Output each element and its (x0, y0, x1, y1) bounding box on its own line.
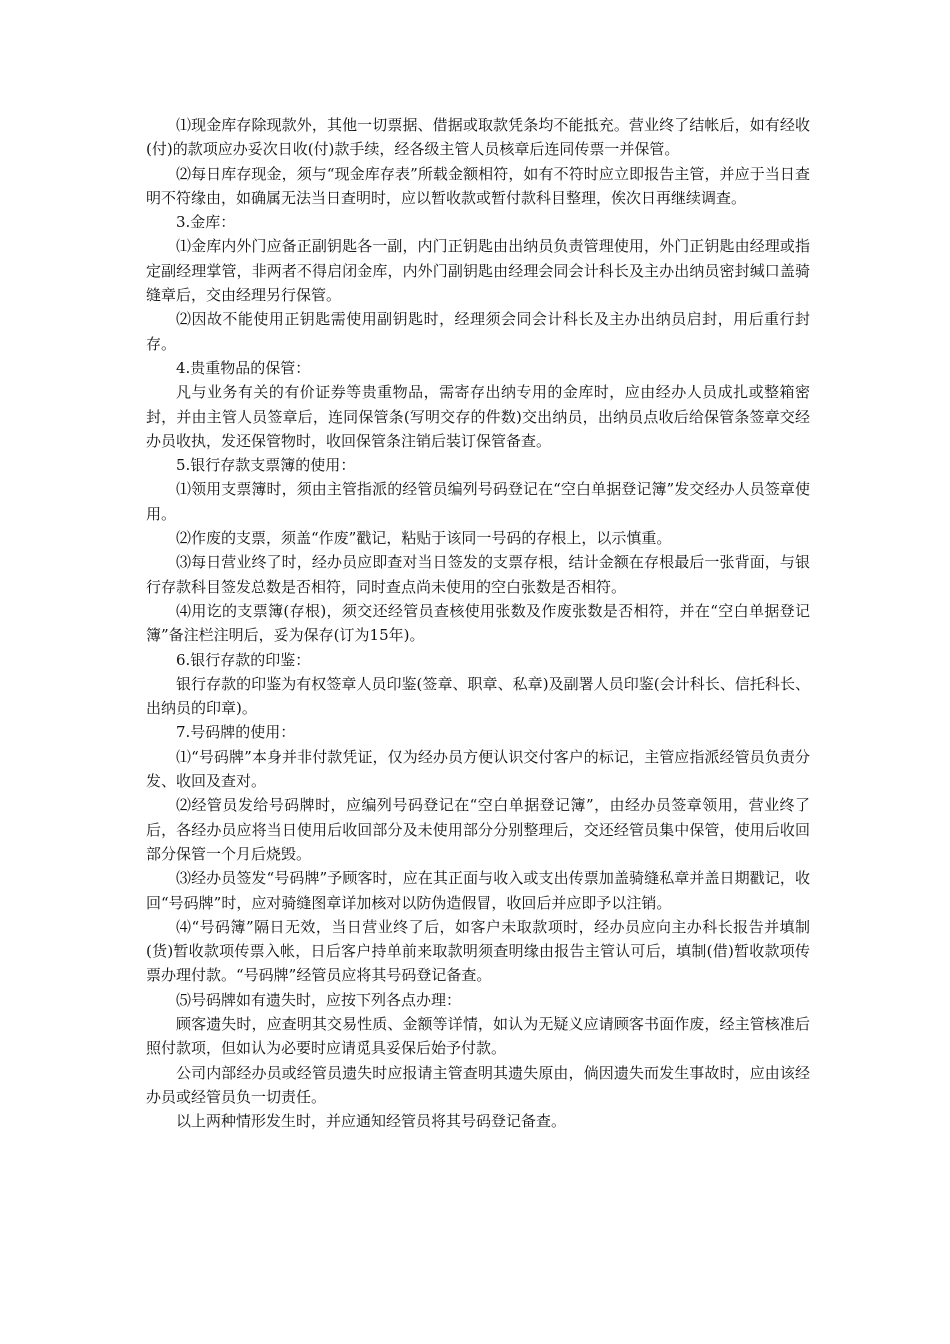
section-heading-vault: 3.金库： (176, 213, 236, 232)
section-heading-valuables: 4.贵重物品的保管： (176, 358, 311, 377)
paragraph-checkbook-1: ⑴领用支票簿时，须由主管指派的经管员编列号码登记在“空白单据登记簿”发交经办人员签章使用。 (146, 480, 810, 523)
section-heading-number-tags: 7.号码牌的使用： (176, 723, 296, 742)
paragraph-cash-vault-2: ⑵每日库存现金，须与“现金库存表”所载金额相符，如有不符时应立即报告主管，并应于当日查明不符缘由，如确属无法当日查明时，应以暂收款或暂付款科目整理，俟次日再继续调查。 (146, 164, 810, 207)
document-body (146, 113, 810, 1133)
paragraph-checkbook-4: ⑷用讫的支票簿(存根)，须交还经管员查核使用张数及作废张数是否相符，并在“空白单据登记簿”备注栏注明后，妥为保存(订为15年)。 (146, 601, 810, 645)
section-heading-checkbook: 5.银行存款支票簿的使用： (176, 456, 356, 475)
paragraph-cash-vault-1: ⑴现金库存除现款外，其他一切票据、借据或取款凭条均不能抵充。营业终了结帐后，如有经收(付)的款项应办妥次日收(付)款手续，经各级主管人员核章后连同传票一并保管。 (146, 116, 810, 159)
paragraph-number-tags-5: ⑸号码牌如有遗失时，应按下列各点办理： (176, 990, 462, 1009)
paragraph-number-tags-3: ⑶经办员签发“号码牌”予顾客时，应在其正面与收入或支出传票加盖骑缝私章并盖日期戳记，收回“号码牌”时，应对骑缝图章详加核对以防伪造假冒，收回后并应即予以注销。 (146, 869, 810, 912)
paragraph-closing-note: 以上两种情形发生时，并应通知经管员将其号码登记备查。 (176, 1112, 567, 1131)
paragraph-number-tags-2: ⑵经管员发给号码牌时，应编列号码登记在“空白单据登记簿”，由经办员签章领用，营业终了后，各经办员应将当日使用后收回部分及未使用部分分别整理后，交还经管员集中保管，使用后收回部分保管一个月后烧毁。 (146, 796, 810, 863)
paragraph-vault-2: ⑵因故不能使用正钥匙需使用副钥匙时，经理须会同会计科长及主办出纳员启封，用后重行封存。 (146, 310, 810, 353)
paragraph-number-tags-4: ⑷“号码簿”隔日无效，当日营业终了后，如客户未取款项时，经办员应向主办科长报告并填制(货)暂收款项传票入帐，日后客户持单前来取款明须查明缘由报告主管认可后，填制(借)暂收款项传票办理付款。“号码牌”经管员应将其号码登记备查。 (146, 917, 810, 985)
paragraph-valuables: 凡与业务有关的有价证券等贵重物品，需寄存出纳专用的金库时，应由经办人员成扎或整箱密封，并由主管人员签章后，连同保管条(写明交存的件数)交出纳员，出纳员点收后给保管条签章交经办员收执，发还保管物时，收回保管条注销后装订保管备查。 (146, 383, 810, 450)
paragraph-lost-by-staff: 公司内部经办员或经管员遗失时应报请主管查明其遗失原由，倘因遗失而发生事故时，应由该经办员或经管员负一切责任。 (146, 1063, 810, 1106)
paragraph-lost-by-customer: 顾客遗失时，应查明其交易性质、金额等详情，如认为无疑义应请顾客书面作废，经主管核准后照付款项，但如认为必要时应请觅具妥保后始予付款。 (146, 1014, 810, 1058)
paragraph-vault-1: ⑴金库内外门应备正副钥匙各一副，内门正钥匙由出纳员负责管理使用，外门正钥匙由经理或指定副经理掌管，非两者不得启闭金库，内外门副钥匙由经理会同会计科长及主办出纳员密封缄口盖骑缝章后，交由经理另行保管。 (146, 237, 810, 305)
paragraph-number-tags-1: ⑴“号码牌”本身并非付款凭证，仅为经办员方便认识交付客户的标记，主管应指派经管员负责分发、收回及查对。 (146, 747, 810, 791)
section-heading-seals: 6.银行存款的印鉴： (176, 650, 311, 669)
paragraph-seals: 银行存款的印鉴为有权签章人员印鉴(签章、职章、私章)及副署人员印鉴(会计科长、信托科长、出纳员的印章)。 (146, 674, 810, 718)
paragraph-checkbook-3: ⑶每日营业终了时，经办员应即查对当日签发的支票存根，结计金额在存根最后一张背面，与银行存款科目签发总数是否相符，同时查点尚未使用的空白张数是否相符。 (146, 553, 810, 596)
paragraph-checkbook-2: ⑵作废的支票，须盖“作废”戳记，粘贴于该同一号码的存根上，以示慎重。 (176, 529, 672, 548)
